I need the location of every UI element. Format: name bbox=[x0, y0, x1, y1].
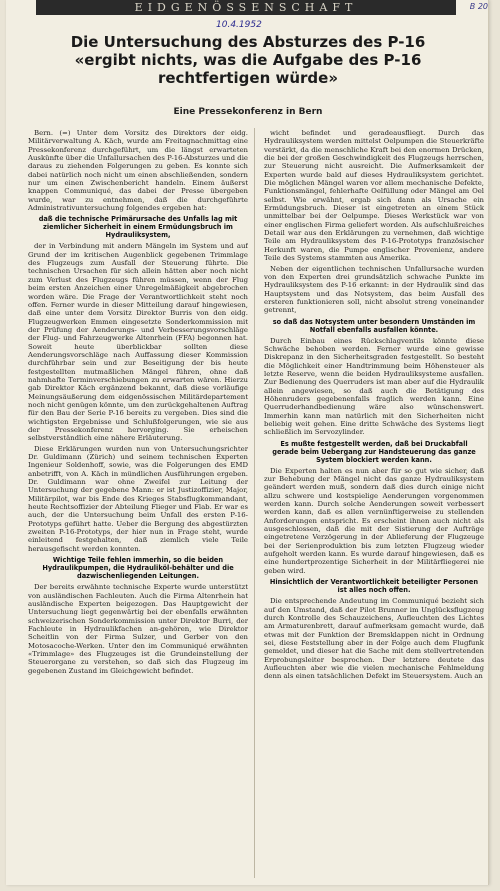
subheadline: Eine Pressekonferenz in Bern bbox=[173, 107, 323, 117]
column-divider bbox=[254, 128, 255, 878]
article-column-right bbox=[264, 129, 484, 881]
headline-line-1: Die Untersuchung des Absturzes des P-16 bbox=[70, 33, 426, 51]
article-paragraph: Die entsprechende Andeutung im Communiqué bezieht sich auf den Umstand, daß der Pilot Brunner im Unglücksflugzeug durch Kontrolle des Schauzeichens, Aufleuchten des Lichtes am Armaturenbrett, darauf aufmerksam gemacht wurde, daß etwas mit der Funktion der Bremsklappen nicht in Ordnung sei, diese Feststellung aber in der Folge auch dem Flugfunk gemeldet, und dieser hat die Sache mit dem stellvertretenden Erprobungsleiter besprochen. Der letztere deutete das Aufleuchten aber wie die vielen mechanische Fehlmeldung denn als einen tatsächlichen Defekt im Steuersystem. Auch an bbox=[264, 597, 484, 681]
article-subheading: Hinsichtlich der Verantwortlichkeit beteiligter Personen ist alles noch offen. bbox=[269, 578, 479, 595]
article-paragraph: der in Verbindung mit andern Mängeln im System und auf Grund der im kritischen Augenblick gegebenen Trimmlage des Flugzeugs zum Ausfall der Steuerung führte. Die technischen Ursachen für sich allein hätten aber noch nicht zum Verlust des Flugzeugs führen müssen, wenn der Flug beim ersten Anzeichen einer Unregelmäßigkeit abgebrochen worden wäre. Die Frage der Verantwortlichkeit steht noch offen. Ferner wurde in dieser Mitteilung darauf hingewiesen, daß eine unter dem Vorsitz Direktor Burris von den eidg. Flugzeugwerken Emmen eingesetzte Sonderkommission mit der Prüfung der Aenderungs- und Verbesserungsvorschläge der Flug- und Fahrzeugwerke Altenrhein (FFA) begonnen hat. Soweit heute überblickbar sollten diese Aenderungsvorschläge nach Auffassung dieser Kommission durchführbar sein und zur Beseitigung der bis heute festgestellten mutmaßlichen Mängel führen, ohne daß nahmhafte Terminverschiebungen zu erwarten wären. Hierzu gab Direktor Käch ergänzend bekannt, daß diese vorläufige Meinungsäußerung dem eidgenössischen Militärdepartement noch nicht genügen könnte, um den zurückgehaltenen Auftrag für den Bau der Serie P-16 bereits zu vergeben. Dies sind die wichtigsten Ergebnisse und Schlußfolgerungen, wie sie aus der Pressekonferenz hervorging. Sie erheischen selbstverständlich eine nähere Erläuterung. bbox=[28, 242, 248, 443]
article-subheading: Wichtige Teile fehlen immerhin, so die beiden Hydraulikpumpen, die Hydrauliköl-behälter und die dazwischenliegenden Leitungen. bbox=[42, 556, 234, 581]
handwritten-date: 10.4.1952 bbox=[216, 20, 262, 30]
article-subheading: so daß das Notsystem unter besondern Umständen im Notfall ebenfalls ausfallen könnte. bbox=[272, 317, 476, 334]
article-paragraph: Diese Erklärungen wurden nun von Untersuchungsrichter Dr. Guldimann (Zürich) und seinem technischen Experten Ingenieur Soldenhoff, sowie, was die Folgerungen des EMD anbetrifft, von A. Käch in mündlichen Ausführungen ergeben. Dr. Guldimann war ohne Zweifel zur Leitung der Untersuchung der gegebene Mann: er ist Justizoffizier, Major, Militärpilot, war bis Ende des Krieges Stabsflugkommandant, heute Rechtsoffizier der Abteilung Flieger und Flab. Er war es auch, der die Untersuchung beim Unfall des ersten P-16-Prototyps geführt hatte. Ueber die Bergung des abgestürzten zweiten P-16-Prototyps, der hier nun in Frage steht, wurde einleitend festgehalten, daß ziemlich viele Teile herausgefischt werden konnten. bbox=[28, 444, 248, 553]
newspaper-clipping bbox=[6, 0, 489, 885]
article-column-left bbox=[28, 129, 248, 881]
article-paragraph: Durch Einbau eines Rückschlagventils könnte diese Schwäche behoben werden. Ferner wurde eine gewisse Diskrepanz in den Sicherheitsgraden festgestellt. So besteht die Möglichkeit einer Handtrimmung beim Höhensteuer als letzte Reserve, wenn die beiden Hydrauliksysteme ausfallen. Zur Bedienung des Querruders ist man aber auf die Hydraulik allein angewiesen, so daß auch die Betätigung des Höhenruders gegebenenfalls fraglich werden kann. Eine Querruderhandbedienung wäre also wünschenswert. Immerhin kann man natürlich mit den Sicherheiten nicht beliebig weit gehen. Eine dritte Schwäche des Systems liegt schließlich im Servozylinder. bbox=[264, 336, 484, 437]
headline bbox=[20, 33, 476, 87]
section-banner: EIDGENÖSSENSCHAFT bbox=[36, 0, 456, 15]
archive-mark: B 20 bbox=[469, 2, 488, 11]
article-subheading: daß die technische Primärursache des Unfalls lag mit ziemlicher Sicherheit in einem Ermüdungsbruch im Hydrauliksystem, bbox=[38, 215, 238, 240]
article-paragraph: Die Experten halten es nun aber für so gut wie sicher, daß zur Behebung der Mängel nicht das ganze Hydrauliksystem geändert werden muß, sondern daß dies durch einige nicht allzu schwere und kostspielige Aenderungen vorgenommen werden kann. Durch solche Aenderungen soweit verbessert werden kann, daß es allen vernünftigerweise zu stellenden Anforderungen entspricht. Es erscheint ihnen auch nicht als ausgeschlossen, daß die mit der Sistierung der Aufträge eingetretene Verzögerung in der Ablieferung der Flugzeuge bei der Serienproduktion bis zum letzten Flugzeug wieder aufgeholt werden kann. Es wurde darauf hingewiesen, daß es eine hundertprozentige Sicherheit in der Militärfliegerei nie geben wird. bbox=[264, 466, 484, 575]
headline-line-3: rechtfertigen würde» bbox=[157, 69, 339, 87]
article-subheading: Es mußte festgestellt werden, daß bei Druckabfall gerade beim Uebergang zur Handsteuerung das ganze System blockiert werden kann. bbox=[272, 439, 476, 464]
headline-line-2: «ergibt nichts, was die Aufgabe des P-16 bbox=[74, 51, 422, 69]
article-paragraph: Der bereits erwähnte technische Experte wurde unterstützt von ausländischen Fachleuten. Auch die Firma Altenrhein hat ausländische Experten beigezogen. Das Hauptgewicht der Untersuchung liegt gegenwärtig bei der ebenfalls erwähnten schweizerischen Sonderkommission unter Direktor Burri, der Fachleute in Hydraulikfachen an-gehören, wie Direktor Scheitlin von der Firma Sulzer, und Gerber von den Motosacoche-Werken. Unter den im Communiqué erwähnten «Trimmlage» des Flugzeuges ist die Grundeinstellung der Steuerorgane zu verstehen, so daß sich das Flugzeug im gegebenen Zustand im Gleichgewicht befindet. bbox=[28, 583, 248, 675]
article-paragraph: Neben der eigentlichen technischen Unfallursache wurden von den Experten drei grundsätzlich schwache Punkte im Hydrauliksystem des P-16 erkannt: in der Hydraulik sind das Hauptsystem und das Notsystem, das beim Ausfall des ersteren funktionieren soll, nicht absolut streng voneinander getrennt, bbox=[264, 264, 484, 315]
article-paragraph: wicht befindet und geradeausfliegt. Durch das Hydrauliksystem werden mittelst Oelpumpen die Steuerkräfte verstärkt, da die menschliche Kraft bei den enormen Drücken, die bei der großen Geschwindigkeit des Flugzeugs herrschen, zur Steuerung nicht ausreicht. Die Aufmerksamkeit der Experten wurde bald auf dieses Hydrauliksystem gerichtet. Die möglichen Mängel waren vor allem mechanische Defekte, Funktionsmängel, fehlerhafte Oelfüllung oder Mängel am Oel selbst. Wie erwähnt, ergab sich dann als Ursache ein Ermüdungsbruch. Dieser ist eingetreten an einem Stück unmittelbar bei der Oelpumpe. Dieses Werkstück war von einer englischen Firma geliefert worden. Als aufschlußreiches Detail war aus den Erklärungen zu vernehmen, daß wichtige Teile am Hydrauliksystem des P-16-Prototyps französischer Herkunft waren, die Pumpe englischer Provenienz, andere Teile des Systems stammten aus Amerika. bbox=[264, 129, 484, 263]
article-paragraph: Bern. (=) Unter dem Vorsitz des Direktors der eidg. Militärverwaltung A. Käch, wurde am Freitagnachmittag eine Pressekonferenz durchgeführt, um die längst erwarteten Auskünfte über die Unfallursachen des P-16-Absturzes und die daraus zu ziehenden Folgerungen zu geben. Es konnte sich dabei natürlich noch nicht um einen abschließenden, sondern nur um einen Zwischenbericht handeln. Einem äußerst knappen Communiqué, das dabei der Presse übergeben wurde, war zu entnehmen, daß die durchgeführte Administrativuntersuchung folgendes ergeben hat: bbox=[28, 129, 248, 213]
